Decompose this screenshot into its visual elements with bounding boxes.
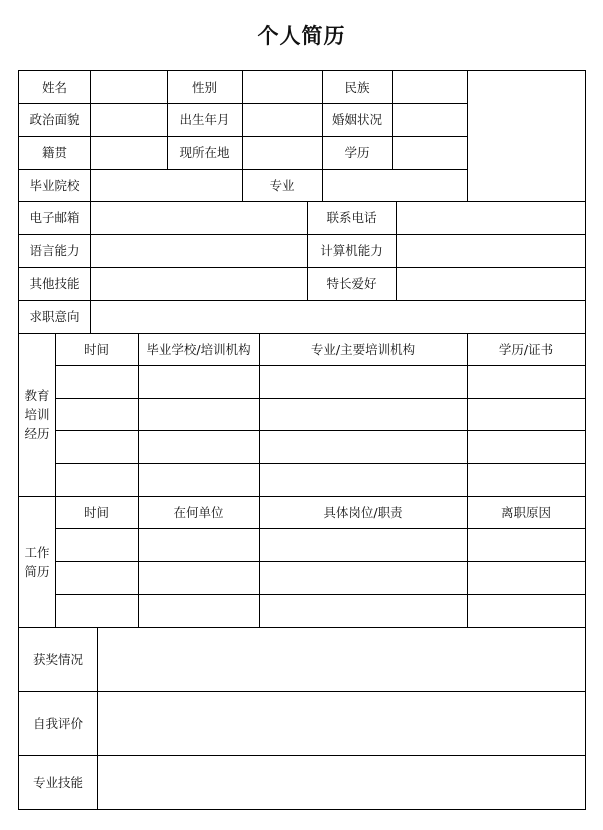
work-header-time: 时间 xyxy=(83,504,109,520)
name-label: 姓名 xyxy=(41,79,67,95)
ethnicity-label: 民族 xyxy=(344,79,370,95)
self-evaluation-label: 自我评价 xyxy=(32,715,83,731)
work-header-position: 具体岗位/职责 xyxy=(323,504,403,520)
self-evaluation-field[interactable] xyxy=(98,692,585,755)
gender-field[interactable] xyxy=(243,72,321,103)
education-label: 学历 xyxy=(344,145,370,160)
edu-header-school: 毕业学校/培训机构 xyxy=(146,341,251,357)
education-section-label xyxy=(19,333,55,496)
marital-status-label: 婚姻状况 xyxy=(331,112,382,127)
work-entry-row[interactable] xyxy=(56,529,585,561)
birth-date-label: 出生年月 xyxy=(179,112,230,127)
job-intention-field[interactable] xyxy=(91,301,585,333)
ethnicity-field[interactable] xyxy=(393,72,466,103)
birth-date-field[interactable] xyxy=(243,104,321,136)
email-label: 电子邮箱 xyxy=(29,210,80,225)
work-label-line: 工作 xyxy=(24,544,50,560)
edu-header-time: 时间 xyxy=(83,341,109,357)
page-title: 个人简历 xyxy=(257,24,346,48)
computer-field[interactable] xyxy=(397,235,585,267)
current-location-label: 现所在地 xyxy=(179,145,230,160)
work-header-company: 在何单位 xyxy=(173,504,224,520)
language-label: 语言能力 xyxy=(29,243,80,258)
current-location-field[interactable] xyxy=(243,137,321,169)
job-intention-label: 求职意向 xyxy=(29,309,80,324)
native-place-field[interactable] xyxy=(91,137,166,169)
marital-status-field[interactable] xyxy=(393,104,466,136)
professional-skills-label: 专业技能 xyxy=(32,775,83,790)
work-header-reason: 离职原因 xyxy=(500,504,551,520)
professional-skills-field[interactable] xyxy=(98,756,585,810)
resume-form xyxy=(18,70,586,810)
graduated-school-label: 毕业院校 xyxy=(29,177,80,193)
edu-entry-row[interactable] xyxy=(56,431,585,463)
major-label: 专业 xyxy=(269,177,295,193)
photo-area[interactable] xyxy=(468,72,585,201)
edu-entry-row[interactable] xyxy=(56,399,585,430)
language-field[interactable] xyxy=(91,235,306,267)
hobbies-field[interactable] xyxy=(397,268,585,300)
phone-label: 联系电话 xyxy=(326,210,377,225)
other-skills-label: 其他技能 xyxy=(29,276,80,291)
native-place-label: 籍贯 xyxy=(41,145,67,160)
edu-entry-row[interactable] xyxy=(56,464,585,496)
political-status-field[interactable] xyxy=(91,104,166,136)
edu-header-major: 专业/主要培训机构 xyxy=(310,341,416,357)
other-skills-field[interactable] xyxy=(91,268,306,300)
work-label-line: 简历 xyxy=(24,563,50,579)
hobbies-label: 特长爱好 xyxy=(326,276,377,291)
graduated-school-field[interactable] xyxy=(91,170,241,201)
edu-entry-row[interactable] xyxy=(56,366,585,398)
edu-header-degree: 学历/证书 xyxy=(498,341,554,357)
phone-field[interactable] xyxy=(397,202,585,234)
major-field[interactable] xyxy=(323,170,466,201)
education-label-line: 培训 xyxy=(24,407,50,422)
awards-label: 获奖情况 xyxy=(32,651,83,667)
computer-label: 计算机能力 xyxy=(320,243,383,258)
work-section-label xyxy=(19,496,55,627)
work-entry-row[interactable] xyxy=(56,595,585,627)
name-field[interactable] xyxy=(91,72,166,103)
work-entry-row[interactable] xyxy=(56,562,585,594)
education-label-line: 教育 xyxy=(24,388,50,403)
email-field[interactable] xyxy=(91,202,306,234)
political-status-label: 政治面貌 xyxy=(29,112,80,127)
education-field[interactable] xyxy=(393,137,466,169)
awards-field[interactable] xyxy=(98,628,585,691)
education-label-line: 经历 xyxy=(24,426,50,441)
gender-label: 性别 xyxy=(191,79,217,95)
